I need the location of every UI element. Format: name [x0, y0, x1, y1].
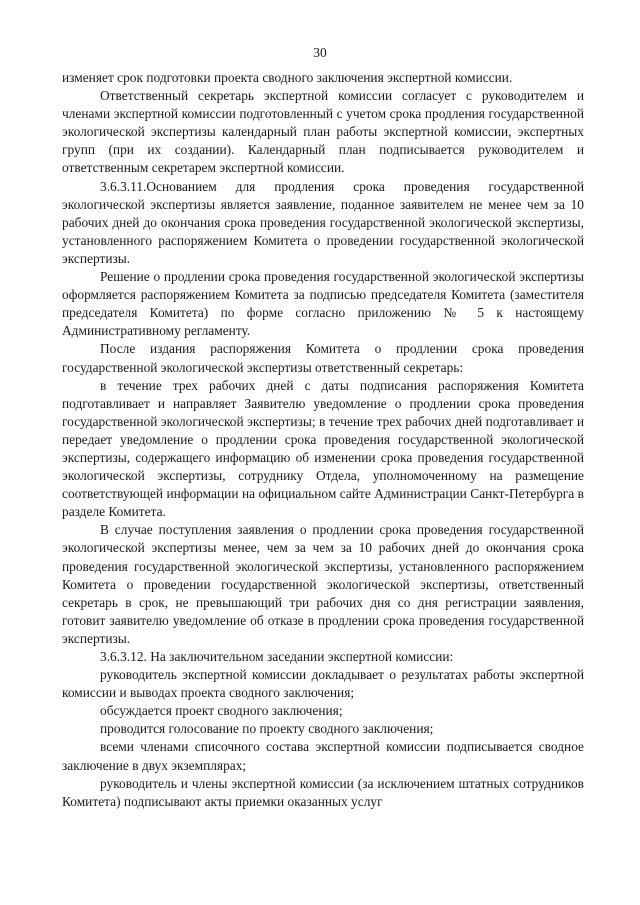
paragraph-late-application: В случае поступления заявления о продлении срока проведения государственной экологической экспертизы менее, чем за чем за 10 рабочих дней до окончания срока проведения государственной экологической экспертизы, установленного распоряжением Комитета о проведении государственной экологической экспертизы, ответственный секретарь в срок, не превышающий три рабочих дня со дня регистрации заявления, готовит заявителю уведомление об отказе в продлении срока проведения государственной экспертизы. [62, 522, 584, 646]
list-item-acceptance-acts: руководитель и члены экспертной комиссии (за исключением штатных сотрудников Комитета) подписывают акты приемки оказанных услуг [62, 775, 584, 809]
document-body [62, 69, 584, 811]
paragraph-3-6-3-11: 3.6.3.11.Основанием для продления срока проведения государственной экологической экспертизы является заявление, поданное заявителем не менее чем за 10 рабочих дней до окончания срока проведения государственной экологической экспертизы, установленного распоряжением Комитета о проведении государственной экологической экспертизы. [62, 178, 584, 266]
list-item-discussion: обсуждается проект сводного заключения; [100, 703, 343, 719]
paragraph-three-days-notice: в течение трех рабочих дней с даты подписания распоряжения Комитета подготавливает и направляет Заявителю уведомление о продлении срока проведения государственной экологической экспертизы; в течение трех рабочих дней подготавливает и передает уведомление о продлении срока проведения государственной экологической экспертизы, содержащего информацию об изменении срока проведения государственной экологической экспертизы, сотруднику Отдела, уполномоченному на размещение соответствующей информации на официальном сайте Администрации Санкт-Петербурга в разделе Комитета. [62, 377, 584, 520]
list-item-signing: всеми членами списочного состава экспертной комиссии подписывается сводное заключение в двух экземплярах; [62, 739, 584, 773]
paragraph-secretary-calendar-plan: Ответственный секретарь экспертной комиссии согласует с руководителем и членами экспертной комиссии подготовленный с учетом срока продления государственной экологической экспертизы календарный план работы экспертной комиссии, экспертных групп (при их создании). Календарный план подписывается руководителем и ответственным секретарем экспертной комиссии. [62, 88, 584, 176]
paragraph-3-6-3-12: 3.6.3.12. На заключительном заседании экспертной комиссии: [100, 649, 454, 664]
paragraph-continuation: изменяет срок подготовки проекта сводного заключения экспертной комиссии. [62, 70, 513, 85]
page-number: 30 [313, 45, 327, 60]
list-item-report: руководитель экспертной комиссии докладывает о результатах работы экспертной комиссии и выводах проекта сводного заключения; [62, 667, 584, 701]
paragraph-after-order: После издания распоряжения Комитета о продлении срока проведения государственной экологической экспертизы ответственный секретарь: [62, 341, 584, 375]
paragraph-extension-decision: Решение о продлении срока проведения государственной экологической экспертизы оформляется распоряжением Комитета за подписью председателя Комитета (заместителя председателя Комитета) по форме согласно приложению № 5 к настоящему Административному регламенту. [62, 269, 584, 339]
list-item-voting: проводится голосование по проекту сводного заключения; [100, 721, 434, 737]
